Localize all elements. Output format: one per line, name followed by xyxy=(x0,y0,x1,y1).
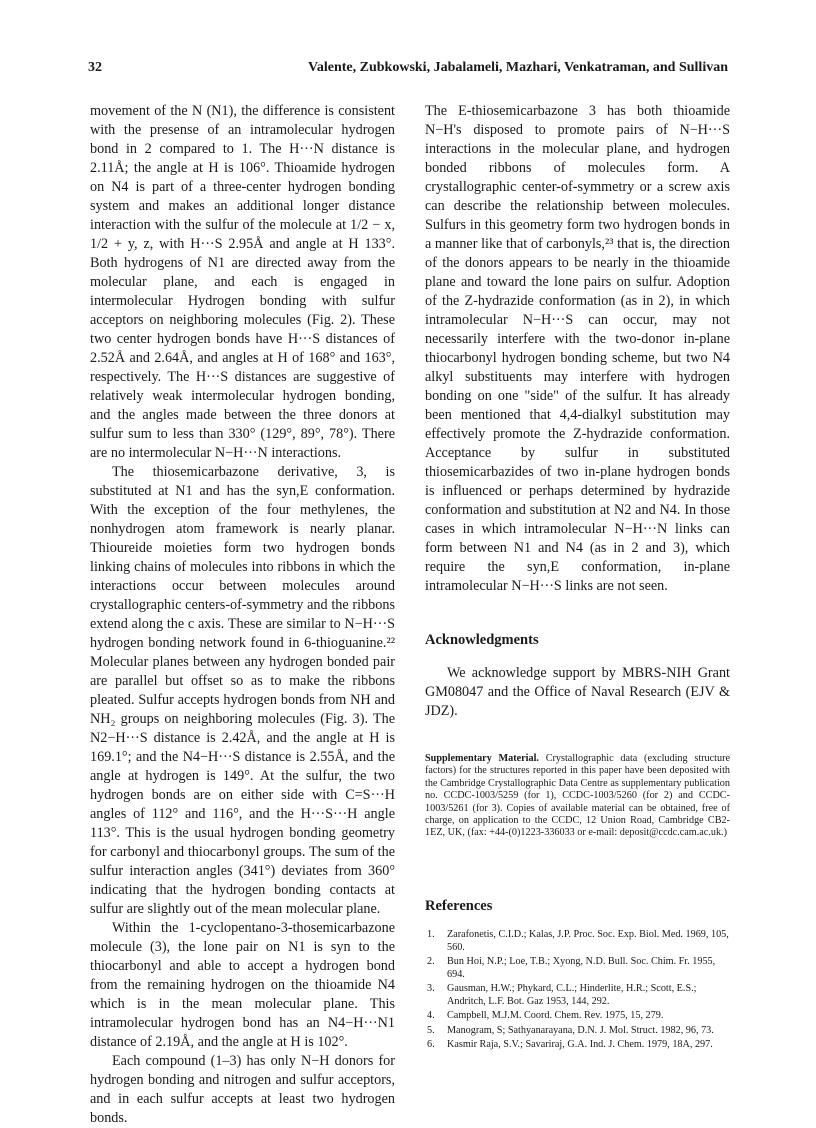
reference-text: Campbell, M.J.M. Coord. Chem. Rev. 1975, 15, 279. xyxy=(447,1010,664,1021)
acknowledgments-heading: Acknowledgments xyxy=(425,632,539,648)
reference-text: Zarafonetis, C.I.D.; Kalas, J.P. Proc. Soc. Exp. Biol. Med. 1969, 105, 560. xyxy=(447,929,729,953)
page-header xyxy=(88,60,728,82)
body-paragraph: movement of the N (N1), the difference is consistent with the presense of an intramolecular hydrogen bond in 2 compared to 1. The H···N distance is 2.11Å; the angle at H is 106°. Thioamide hydrogen on N4 is part of a three-center hydrogen bonding system and makes an additional longer distance interaction with the sulfur of the molecule at 1/2 − x, 1/2 + y, z, with H···S 2.95Å and angle at H 133°. Both hydrogens of N1 are directed away from the molecular plane, and each is engaged in intermolecular Hydrogen bonding with sulfur acceptors on neighboring molecules (Fig. 2). These two center hydrogen bonds have H···S distances of 2.52Å and 2.64Å, and angles at H of 168° and 163°, respectively. The H···S distances are suggestive of relatively weak intermolecular hydrogen bonding, and the angles made between the three donors at sulfur sum to less than 330° (129°, 89°, 78°). There are no intermolecular N−H···N interactions. xyxy=(90,103,395,461)
reference-number: 5. xyxy=(427,1024,435,1036)
reference-number: 2. xyxy=(427,956,435,967)
reference-text: Manogram, S; Sathyanarayana, D.N. J. Mol. Struct. 1982, 96, 73. xyxy=(447,1024,714,1036)
reference-item xyxy=(425,929,730,954)
supplementary-text: Crystallographic data (excluding structure factors) for the structures reported in this paper have been deposited with the Cambridge Crystallographic Data Centre as supplementary publication no. CCDC-1003/5259 (for 1), CCDC-1003/5260 (for 2) and CCDC-1003/5261 (for 3). Copies of available material can be obtained, free of charge, on application to the CCDC, 12 Union Road, Cambridge CB2-1EZ, UK, (fax: +44-(0)1223-336033 or e-mail: deposit@ccdc.cam.ac.uk.) xyxy=(425,753,730,839)
reference-text: Gausman, H.W.; Phykard, C.L.; Hinderlite, H.R.; Scott, E.S.; Andritch, L.F. Bot. Gaz 1953, 144, 292. xyxy=(447,983,697,1007)
body-paragraph: The thiosemicarbazone derivative, 3, is substituted at N1 and has the syn,E conformation. With the exception of the four methylenes, the nonhydrogen atom framework is nearly planar. Thioureide moieties form two hydrogen bonds linking chains of molecules into ribbons in which the interactions occur between molecules around crystallographic centers-of-symmetry and the ribbons extend along the c axis. These are similar to N−H···S hydrogen bonding network found in 6-thioguanine.²² Molecular planes between any hydrogen bonded pair are parallel but offset so as to make the ribbons pleated. Sulfur accepts hydrogen bonds from NH and NH₂ groups on neighboring molecules (Fig. 3). The N2−H···S distance is 2.42Å, and the angle at H is 169.1°; and the N4−H···S distance is 2.55Å, and the angle at hydrogen is 149°. At the sulfur, the two hydrogen bonds are on either side with C=S···H angles of 112° and 116°, and the H···S···H angle 113°. This is the usual hydrogen bonding geometry for carbonyl and thiocarbonyl groups. The sum of the sulfur interaction angles (341°) deviates from 360° indicating that the hydrogen bonding contacts at sulfur are slightly out of the mean molecular plane. xyxy=(90,464,395,917)
reference-number: 1. xyxy=(427,929,435,940)
reference-text: Bun Hoi, N.P.; Loe, T.B.; Xyong, N.D. Bull. Soc. Chim. Fr. 1955, 694. xyxy=(447,956,716,980)
reference-item xyxy=(425,956,730,981)
left-column xyxy=(90,102,395,1128)
reference-list xyxy=(425,929,730,1054)
supplementary-material xyxy=(425,753,730,840)
body-paragraph: Within the 1-cyclopentano-3-thosemicarbazone molecule (3), the lone pair on N1 is syn to the thiocarbonyl and able to accept a hydrogen bond from the remaining hydrogen on the thioamide N4 which is in the mean molecular plane. This intramolecular hydrogen bond has an N4−H···N1 distance of 2.19Å, and the angle at H is 102°. xyxy=(90,920,395,1050)
reference-item xyxy=(425,1039,730,1052)
reference-text: Kasmir Raja, S.V.; Savariraj, G.A. Ind. J. Chem. 1979, 18A, 297. xyxy=(447,1039,713,1050)
body-paragraph: Each compound (1–3) has only N−H donors for hydrogen bonding and nitrogen and sulfur acceptors, and in each sulfur accepts at least two hydrogen bonds. xyxy=(90,1053,395,1126)
supplementary-label: Supplementary Material. xyxy=(425,753,539,764)
reference-number: 6. xyxy=(427,1039,435,1050)
reference-item xyxy=(425,1025,730,1038)
reference-item xyxy=(425,983,730,1008)
right-column xyxy=(425,102,730,1050)
reference-number: 3. xyxy=(427,983,435,994)
running-head-authors: Valente, Zubkowski, Jabalameli, Mazhari, Venkatraman, and Sullivan xyxy=(308,60,728,75)
body-paragraph: The E-thiosemicarbazone 3 has both thioamide N−H's disposed to promote pairs of N−H···S interactions in the molecular plane, and hydrogen bonded ribbons of molecules form. A crystallographic center-of-symmetry or a screw axis can describe the relationship between molecules. Sulfurs in this geometry form two hydrogen bonds in a manner like that of carbonyls,²³ that is, the direction of the donors appears to be nearly in the thioamide plane and toward the lone pairs on sulfur. Adoption of the Z-hydrazide conformation (as in 2), in which intramolecular N−H···S can occur, may not necessarily interfere with the two-donor in-plane thiocarbonyl hydrogen bonding scheme, but two N4 alkyl substituents may interfere with hydrogen bonding on one "side" of the sulfur. It has already been mentioned that 4,4-dialkyl substitution may effectively promote the Z-hydrazide conformation. Acceptance by sulfur in substituted thiosemicarbazides of two in-plane hydrogen bonds is influenced or perhaps determined by hydrazide conformation and substitution at N2 and N4. In those cases in which intramolecular N−H···N links can form between N1 and N4 (as in 2 and 3), which require the syn,E conformation, in-plane intramolecular N−H···S links are not seen. xyxy=(425,103,730,594)
reference-number: 4. xyxy=(427,1010,435,1021)
reference-item xyxy=(425,1010,730,1023)
references-heading: References xyxy=(425,898,493,914)
page-number: 32 xyxy=(88,60,102,75)
acknowledgments-text: We acknowledge support by MBRS-NIH Grant GM08047 and the Office of Naval Research (EJV & JDZ). xyxy=(425,665,730,719)
